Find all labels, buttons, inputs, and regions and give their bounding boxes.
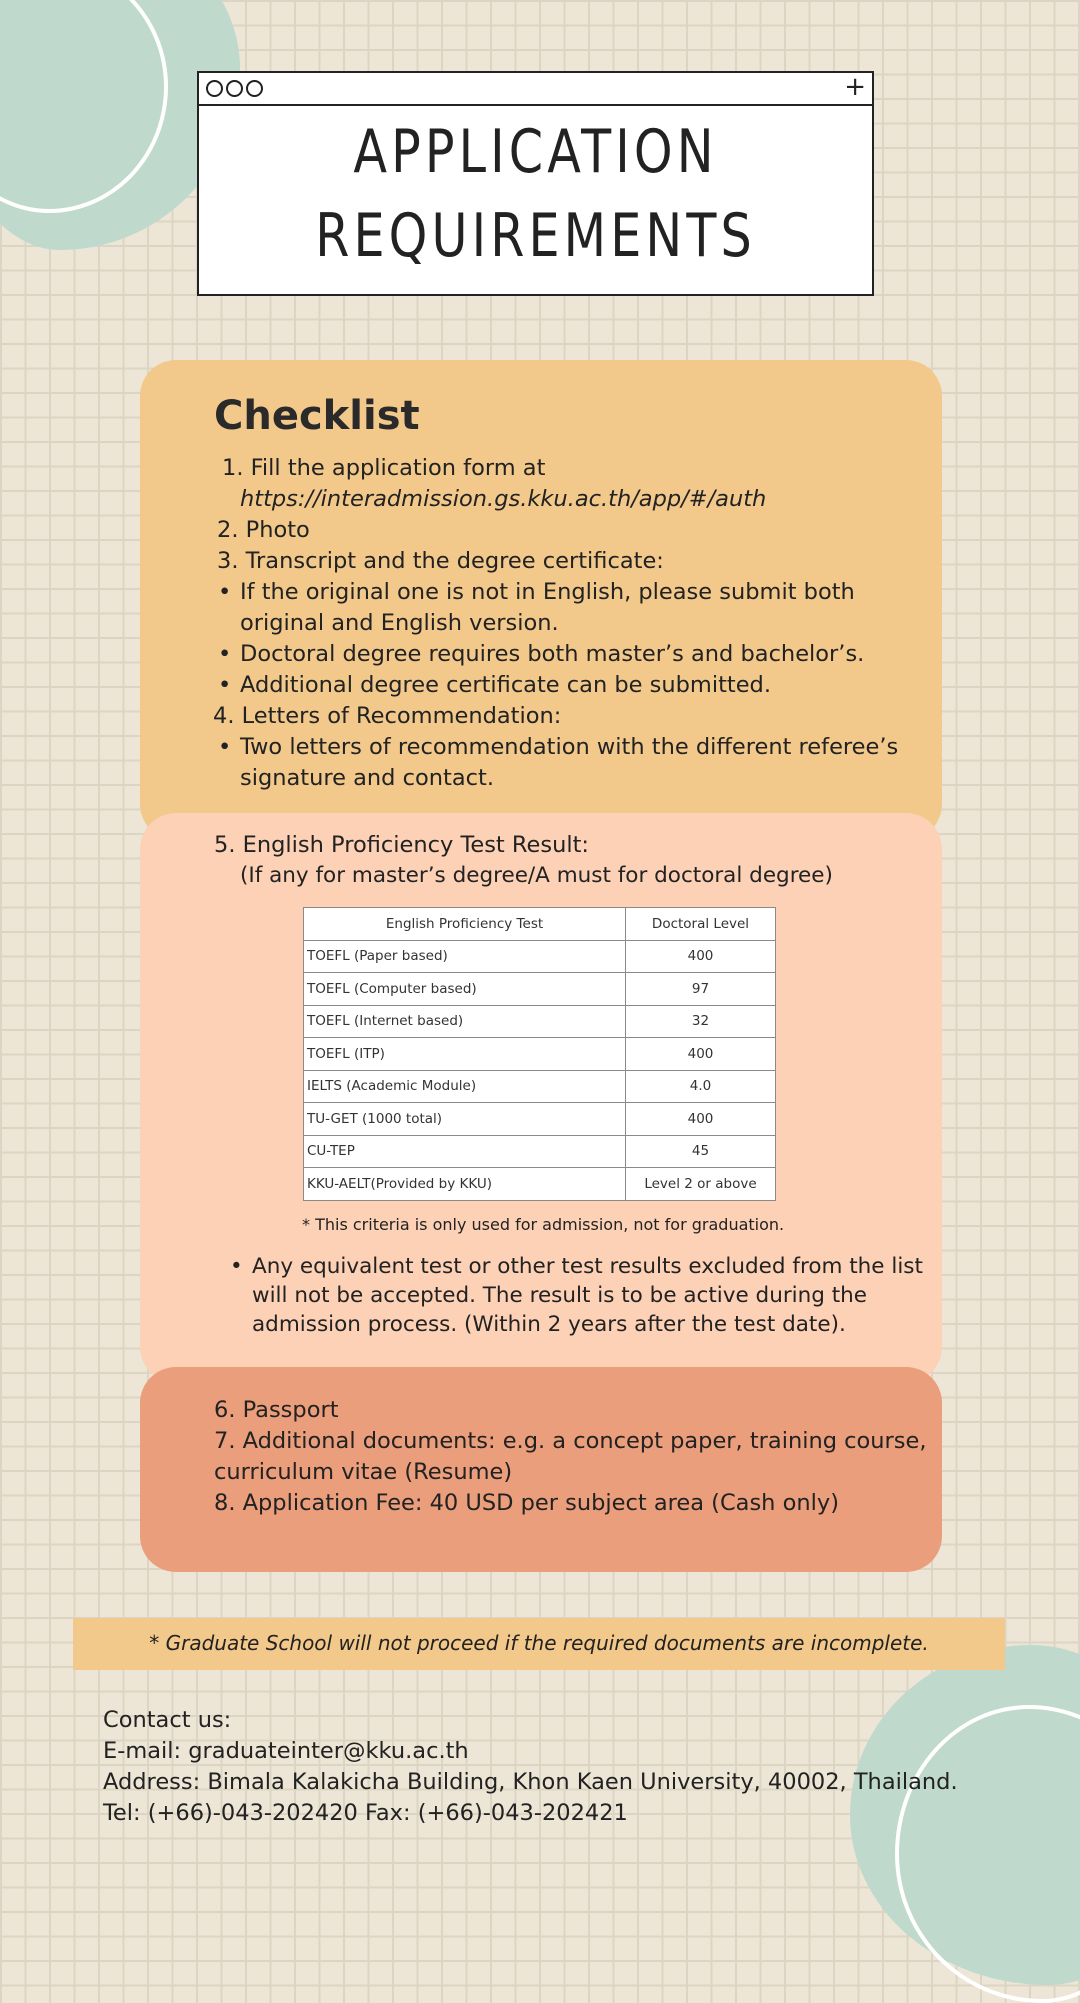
checklist-item-3-bullet-1-cont: original and English version. xyxy=(240,610,559,636)
contact-heading: Contact us: xyxy=(103,1707,232,1733)
checklist-heading: Checklist xyxy=(214,393,420,439)
table-row xyxy=(304,1005,776,1038)
page-title-line2: REQUIREMENTS xyxy=(315,201,756,271)
english-test-bullet-cont-2: admission process. (Within 2 years after the test date). xyxy=(252,1312,846,1337)
table-row xyxy=(304,1038,776,1071)
table-cell: CU-TEP xyxy=(304,1135,626,1168)
page-title-line1: APPLICATION xyxy=(353,117,718,187)
table-header-cell: Doctoral Level xyxy=(626,908,776,941)
item-7-additional-documents-cont: curriculum vitae (Resume) xyxy=(214,1459,513,1485)
checklist-item-4-bullet-1: • Two letters of recommendation with the different referee’s xyxy=(240,732,898,763)
item-8-application-fee: 8. Application Fee: 40 USD per subject area (Cash only) xyxy=(214,1490,839,1516)
table-cell: KKU-AELT(Provided by KKU) xyxy=(304,1168,626,1201)
table-cell: TOEFL (Internet based) xyxy=(304,1005,626,1038)
table-header-cell: English Proficiency Test xyxy=(304,908,626,941)
english-test-item-5-sub: (If any for master’s degree/A must for doctoral degree) xyxy=(240,863,833,888)
checklist-item-3: 3. Transcript and the degree certificate: xyxy=(217,548,664,574)
table-row xyxy=(304,1070,776,1103)
table-cell: 32 xyxy=(626,1005,776,1038)
application-form-url[interactable]: https://interadmission.gs.kku.ac.th/app/#/auth xyxy=(240,486,767,512)
checklist-item-2: 2. Photo xyxy=(217,517,310,543)
window-dot-icon xyxy=(206,80,223,97)
table-cell: 45 xyxy=(626,1135,776,1168)
checklist-item-3-bullet-2: • Doctoral degree requires both master’s and bachelor’s. xyxy=(240,639,864,670)
table-header-row xyxy=(304,908,776,941)
table-cell: 400 xyxy=(626,940,776,973)
table-row xyxy=(304,940,776,973)
table-cell: TOEFL (ITP) xyxy=(304,1038,626,1071)
table-cell: Level 2 or above xyxy=(626,1168,776,1201)
table-cell: IELTS (Academic Module) xyxy=(304,1070,626,1103)
table-footnote: * This criteria is only used for admission, not for graduation. xyxy=(302,1215,785,1234)
checklist-item-3-bullet-1: • If the original one is not in English, please submit both xyxy=(240,577,855,608)
checklist-item-4-bullet-1-cont: signature and contact. xyxy=(240,765,494,791)
notice-text: * Graduate School will not proceed if the required documents are incomplete. xyxy=(149,1631,929,1655)
table-row xyxy=(304,973,776,1006)
table-cell: TOEFL (Paper based) xyxy=(304,940,626,973)
table-cell: 400 xyxy=(626,1103,776,1136)
title-window-frame xyxy=(197,71,874,296)
plus-icon: + xyxy=(844,72,866,102)
window-title-bar xyxy=(199,73,872,106)
table-cell: TOEFL (Computer based) xyxy=(304,973,626,1006)
checklist-item-1: 1. Fill the application form at xyxy=(222,455,546,481)
incomplete-documents-notice xyxy=(73,1618,1005,1670)
english-proficiency-table xyxy=(303,907,776,1201)
table-row xyxy=(304,1103,776,1136)
table-row xyxy=(304,1135,776,1168)
table-cell: 400 xyxy=(626,1038,776,1071)
contact-phone-fax: Tel: (+66)-043-202420 Fax: (+66)-043-202421 xyxy=(103,1800,628,1826)
english-test-item-5: 5. English Proficiency Test Result: xyxy=(214,832,590,858)
contact-section xyxy=(103,1705,958,1829)
table-row xyxy=(304,1168,776,1201)
table-cell: 97 xyxy=(626,973,776,1006)
checklist-item-3-bullet-3: • Additional degree certificate can be submitted. xyxy=(240,670,771,701)
window-dot-icon xyxy=(226,80,243,97)
english-test-bullet-cont-1: will not be accepted. The result is to be active during the xyxy=(252,1283,868,1308)
item-6-passport: 6. Passport xyxy=(214,1397,339,1423)
checklist-item-4: 4. Letters of Recommendation: xyxy=(213,703,562,729)
item-7-additional-documents: 7. Additional documents: e.g. a concept paper, training course, xyxy=(214,1428,927,1454)
contact-email[interactable]: E-mail: graduateinter@kku.ac.th xyxy=(103,1738,469,1764)
table-cell: 4.0 xyxy=(626,1070,776,1103)
table-cell: TU-GET (1000 total) xyxy=(304,1103,626,1136)
window-dot-icon xyxy=(246,80,263,97)
contact-address: Address: Bimala Kalakicha Building, Khon Kaen University, 40002, Thailand. xyxy=(103,1769,958,1795)
page-title xyxy=(260,110,812,278)
english-test-bullet: • Any equivalent test or other test results excluded from the list xyxy=(252,1252,923,1281)
